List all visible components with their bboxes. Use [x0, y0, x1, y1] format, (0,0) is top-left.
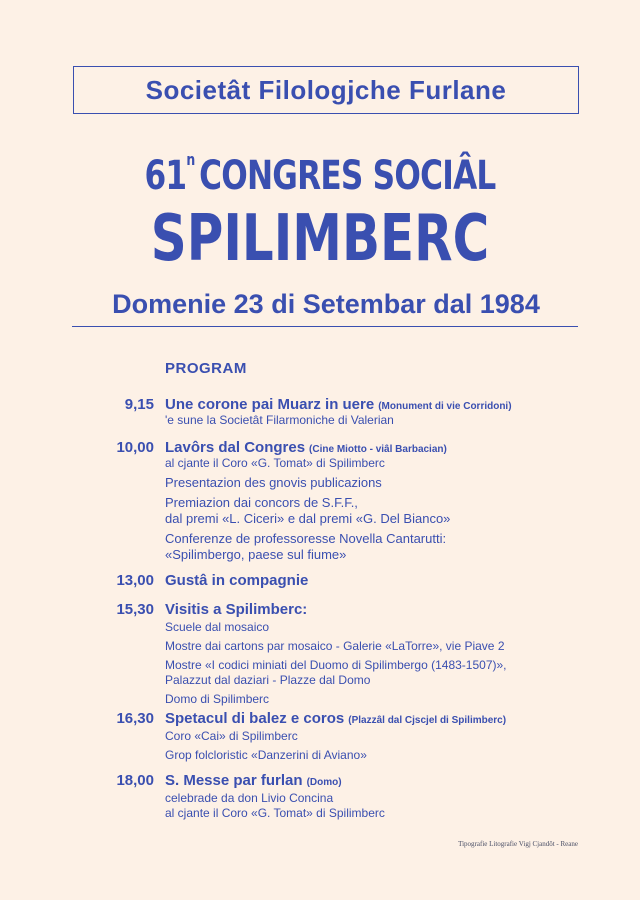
program-time: 16,30 — [116, 710, 154, 727]
program-location: (Cine Miotto - viâl Barbacian) — [309, 444, 447, 455]
congress-number-suffix: n — [186, 150, 195, 169]
society-name: Societât Filologjche Furlane — [145, 74, 507, 105]
program-detail: Palazzut dal daziari - Plazze dal Domo — [165, 673, 371, 687]
program-time: 15,30 — [116, 601, 154, 618]
program-title — [165, 439, 585, 456]
program-title-text: S. Messe par furlan — [165, 772, 303, 789]
program-detail: Presentazion des gnovis publicazions — [165, 475, 382, 490]
program-content — [165, 439, 585, 563]
program-title-text: Une corone pai Muarz in uere — [165, 396, 375, 413]
program-detail: Domo di Spilimberc — [165, 692, 270, 706]
city-title: SPILIMBERC — [150, 202, 490, 276]
date-underline — [72, 326, 578, 327]
program-time: 13,00 — [116, 572, 154, 589]
program-time: 10,00 — [116, 439, 154, 456]
program-detail: 'e sune la Societât Filarmoniche di Valerian — [165, 413, 394, 427]
congress-title-text: CONGRES SOCIÂL — [199, 153, 496, 199]
program-detail: Scuele dal mosaico — [165, 620, 270, 634]
program-detail: celebrade da don Livio Concina — [165, 791, 334, 805]
program-content — [165, 772, 585, 821]
program-title — [165, 396, 585, 413]
event-date: Domenie 23 di Setembar dal 1984 — [112, 289, 540, 319]
program-location: (Monument di vie Corridoni) — [378, 401, 512, 412]
program-detail: Conferenze de professoresse Novella Cantarutti: — [165, 531, 447, 546]
program-content — [165, 710, 585, 763]
program-detail: Grop folcloristic «Danzerini di Aviano» — [165, 748, 367, 762]
program-heading: PROGRAM — [165, 360, 247, 377]
program-detail: Coro «Cai» di Spilimberc — [165, 729, 298, 743]
program-content — [165, 396, 585, 428]
society-header-box — [73, 66, 579, 114]
program-content — [165, 572, 585, 589]
congress-title — [70, 150, 569, 199]
program-detail: Mostre «I codici miniati del Duomo di Spilimbergo (1483-1507)», — [165, 658, 507, 672]
program-detail: al cjante il Coro «G. Tomat» di Spilimberc — [165, 456, 385, 470]
program-location: (Plazzâl dal Cjscjel di Spilimberc) — [348, 715, 507, 726]
program-title — [165, 772, 585, 789]
program-time: 18,00 — [116, 772, 154, 789]
program-detail: dal premi «L. Ciceri» e dal premi «G. Del Bianco» — [165, 511, 451, 526]
program-title — [165, 710, 585, 727]
program-detail: al cjante il Coro «G. Tomat» di Spilimberc — [165, 806, 385, 820]
program-detail: Premiazion dai concors de S.F.F., — [165, 495, 358, 510]
program-title-text: Lavôrs dal Congres — [165, 439, 306, 456]
program-title: Visitis a Spilimberc: — [165, 601, 308, 618]
program-detail: Mostre dai cartons par mosaico - Galerie «LaTorre», vie Piave 2 — [165, 639, 505, 653]
printer-credit: Tipografie Litografie Vigj Cjandôt - Reane — [458, 840, 578, 848]
program-title: Gustâ in compagnie — [165, 572, 309, 589]
program-title-text: Spetacul di balez e coros — [165, 710, 345, 727]
program-time: 9,15 — [124, 396, 154, 413]
congress-number: 61 — [144, 153, 187, 199]
program-detail: «Spilimbergo, paese sul fiume» — [165, 547, 347, 562]
program-content — [165, 601, 585, 707]
program-location: (Domo) — [306, 777, 342, 788]
